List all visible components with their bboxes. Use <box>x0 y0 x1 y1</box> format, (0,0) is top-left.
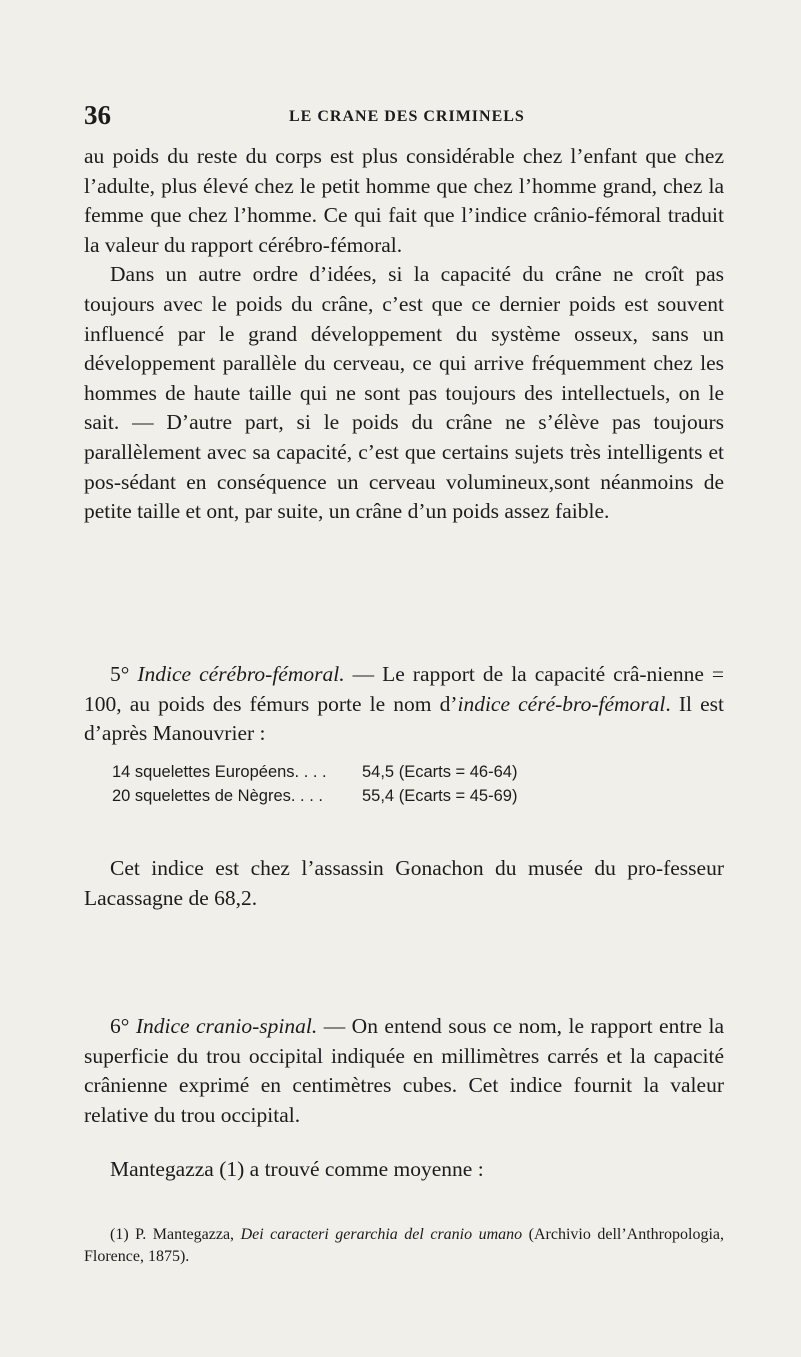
table-row <box>112 760 712 784</box>
section-5-text-after: . Il est d’après Manouvrier : <box>84 691 724 746</box>
section-6-text: — On entend sous ce nom, le rapport entre la superficie du trou occipital indiquée en millimètres carrés et la capacité crânienne exprimé en centimètres cubes. Cet indice fournit la valeur relative du trou occipital. <box>84 1014 725 1127</box>
footnote <box>84 1224 724 1268</box>
index-table <box>112 760 712 808</box>
body-text-top <box>84 142 724 527</box>
section-5-term: indice céré-bro-fémoral <box>457 691 666 716</box>
paragraph-mantegazza <box>84 1155 724 1185</box>
footnote-text <box>84 1224 724 1268</box>
section-6-number: 6° <box>110 1014 130 1038</box>
paragraph-continuation: au poids du reste du corps est plus considérable chez l’enfant que chez l’adulte, plus élevé chez le petit homme que chez l’homme grand, chez la femme que chez l’homme. Ce qui fait que l’indice crânio-fémoral traduit la valeur du rapport cérébro-fémoral. <box>84 144 724 257</box>
footnote-title: Dei caracteri gerarchia del cranio umano <box>240 1226 523 1243</box>
section-6 <box>84 1012 724 1130</box>
paragraph-mantegazza-text: Mantegazza (1) a trouvé comme moyenne : <box>110 1157 484 1181</box>
paragraph-gonachon <box>84 854 724 913</box>
section-6-paragraph <box>84 1012 724 1130</box>
paragraph-gonachon-text: Cet indice est chez l’assassin Gonachon du musée du pro-fesseur Lacassagne de 68,2. <box>84 856 724 910</box>
section-5-paragraph <box>84 660 724 749</box>
table-row-value: 54,5 (Ecarts = 46-64) <box>362 763 518 781</box>
table-row <box>112 784 712 808</box>
table-row-label: 14 squelettes Européens. . . . <box>112 763 327 781</box>
page-header <box>84 100 724 134</box>
section-5-text-before: — Le rapport de la capacité crâ-nienne = 100, au poids des fémurs porte le nom d’ <box>84 662 725 716</box>
table-row-value: 55,4 (Ecarts = 45-69) <box>362 787 518 805</box>
section-5 <box>84 660 724 749</box>
section-6-heading: Indice cranio-spinal. <box>135 1014 318 1038</box>
table-row-label: 20 squelettes de Nègres. . . . <box>112 787 323 805</box>
section-5-number: 5° <box>110 662 130 686</box>
paragraph-ideas: Dans un autre ordre d’idées, si la capacité du crâne ne croît pas toujours avec le poids du crâne, c’est que ce dernier poids est souvent influencé par le grand développement du système osseux, sans un développement parallèle du cerveau, ce qui arrive fréquemment chez les hommes de haute taille qui ne sont pas toujours des intellectuels, on le sait. — D’autre part, si le poids du crâne ne s’élève pas toujours parallèlement avec sa capacité, c’est que certains sujets très intelligents et pos-sédant en conséquence un cerveau volumineux,sont néanmoins de petite taille et ont, par suite, un crâne d’un poids assez faible. <box>84 262 724 524</box>
running-title: LE CRANE DES CRIMINELS <box>289 108 525 125</box>
footnote-rest: (Archivio dell’Anthropologia, Florence, 1875). <box>84 1226 725 1265</box>
section-5-heading: Indice cérébro-fémoral. <box>137 662 345 686</box>
footnote-marker: (1) P. Mantegazza, <box>110 1226 241 1243</box>
page-number: 36 <box>84 100 111 130</box>
